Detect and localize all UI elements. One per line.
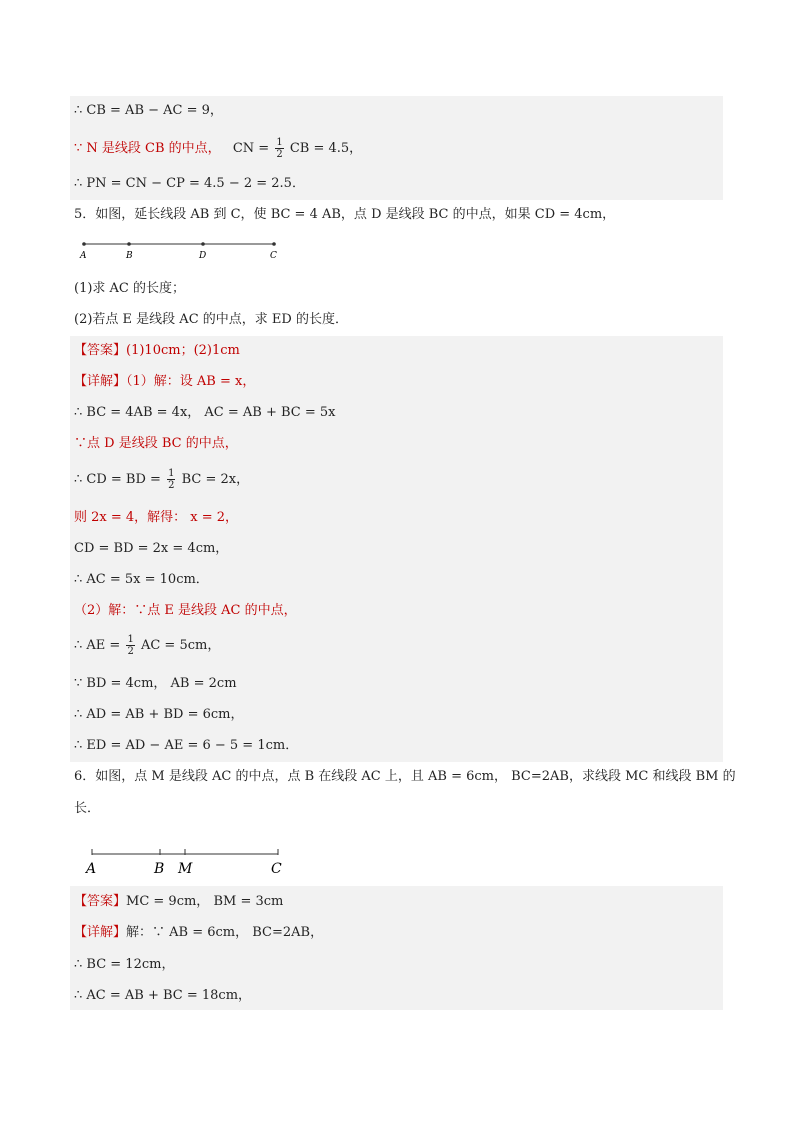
question-6-stem-cont: 长． [74, 801, 101, 816]
answer-tag: 【答案】 [74, 343, 127, 358]
formula-prefix: CN = [232, 141, 270, 156]
formula-prefix: ∴ AE = [74, 638, 121, 653]
answer-line [74, 890, 283, 914]
solution-line: ∵ BD = 4cm， AB = 2cm [74, 676, 237, 691]
question-5-part-1: (1)求 AC 的长度； [74, 281, 186, 296]
formula-suffix: CB = 4.5， [289, 141, 363, 156]
solution-line: （2）解：∵点 E 是线段 AC 的中点， [74, 603, 297, 618]
answer-text: MC = 9cm， BM = 3cm [126, 894, 284, 909]
point-label-c: C [271, 861, 282, 877]
solution-line: ∴ BC = 4AB = 4x， AC = AB + BC = 5x [74, 405, 336, 420]
solution-line: ∵点 D 是线段 BC 的中点， [74, 436, 238, 451]
fraction-denominator: 2 [168, 480, 175, 491]
question-5-stem: 5．如图，延长线段 AB 到 C，使 BC = 4 AB，点 D 是线段 BC 的中点，如果 CD = 4cm， [74, 207, 616, 222]
solution-line [74, 631, 220, 661]
formula-suffix: BC = 2x， [181, 472, 250, 487]
detail-tag: 【详解】 [74, 374, 127, 389]
point-label-a: A [86, 861, 97, 877]
solution-line: ∴ PN = CN − CP = 4.5 − 2 = 2.5． [74, 176, 305, 191]
fraction [275, 137, 283, 160]
solution-text: ∵ N 是线段 CB 的中点， [74, 141, 221, 156]
detail-tag: 【详解】 [74, 925, 127, 940]
detail-text: 解：∵ AB = 6cm， BC=2AB， [126, 925, 324, 940]
fraction-denominator: 2 [127, 646, 134, 657]
question-5-part-2: (2)若点 E 是线段 AC 的中点，求 ED 的长度． [74, 312, 348, 327]
answer-text: (1)10cm；(2)1cm [126, 343, 240, 358]
detail-line [74, 370, 255, 394]
point-label-m: M [178, 861, 193, 877]
question-6-stem: 6．如图，点 M 是线段 AC 的中点，点 B 在线段 AC 上，且 AB = 6cm， BC=2AB，求线段 MC 和线段 BM 的 [74, 769, 736, 784]
point-label-b: B [126, 251, 133, 261]
solution-line: ∴ CB = AB − AC = 9， [74, 103, 223, 118]
detail-text: （1）解：设 AB = x， [126, 374, 256, 389]
solution-line: 则 2x = 4，解得： x = 2， [74, 510, 239, 525]
detail-line [74, 921, 323, 945]
solution-line: ∴ AC = 5x = 10cm． [74, 572, 209, 587]
fraction-numerator: 1 [276, 137, 283, 148]
fraction-numerator: 1 [127, 634, 134, 645]
point-label-d: D [199, 251, 207, 261]
formula-suffix: AC = 5cm， [140, 638, 221, 653]
answer-line [74, 339, 240, 363]
solution-line: CD = BD = 2x = 4cm， [74, 541, 229, 556]
q6-segment-figure [82, 844, 312, 880]
point-label-c: C [270, 251, 277, 261]
formula-prefix: ∴ CD = BD = [74, 472, 161, 487]
point-label-a: A [80, 251, 87, 261]
q5-segment-figure [78, 236, 298, 262]
answer-tag: 【答案】 [74, 894, 127, 909]
fraction-denominator: 2 [276, 149, 283, 160]
solution-line [74, 465, 249, 495]
solution-line [74, 135, 362, 163]
solution-line: ∴ BC = 12cm， [74, 957, 175, 972]
fraction-numerator: 1 [168, 468, 175, 479]
solution-line: ∴ AC = AB + BC = 18cm， [74, 988, 252, 1003]
fraction [126, 634, 134, 657]
fraction [167, 468, 175, 491]
point-label-b: B [154, 861, 165, 877]
solution-line: ∴ AD = AB + BD = 6cm， [74, 707, 244, 722]
solution-line: ∴ ED = AD − AE = 6 − 5 = 1cm． [74, 738, 299, 753]
